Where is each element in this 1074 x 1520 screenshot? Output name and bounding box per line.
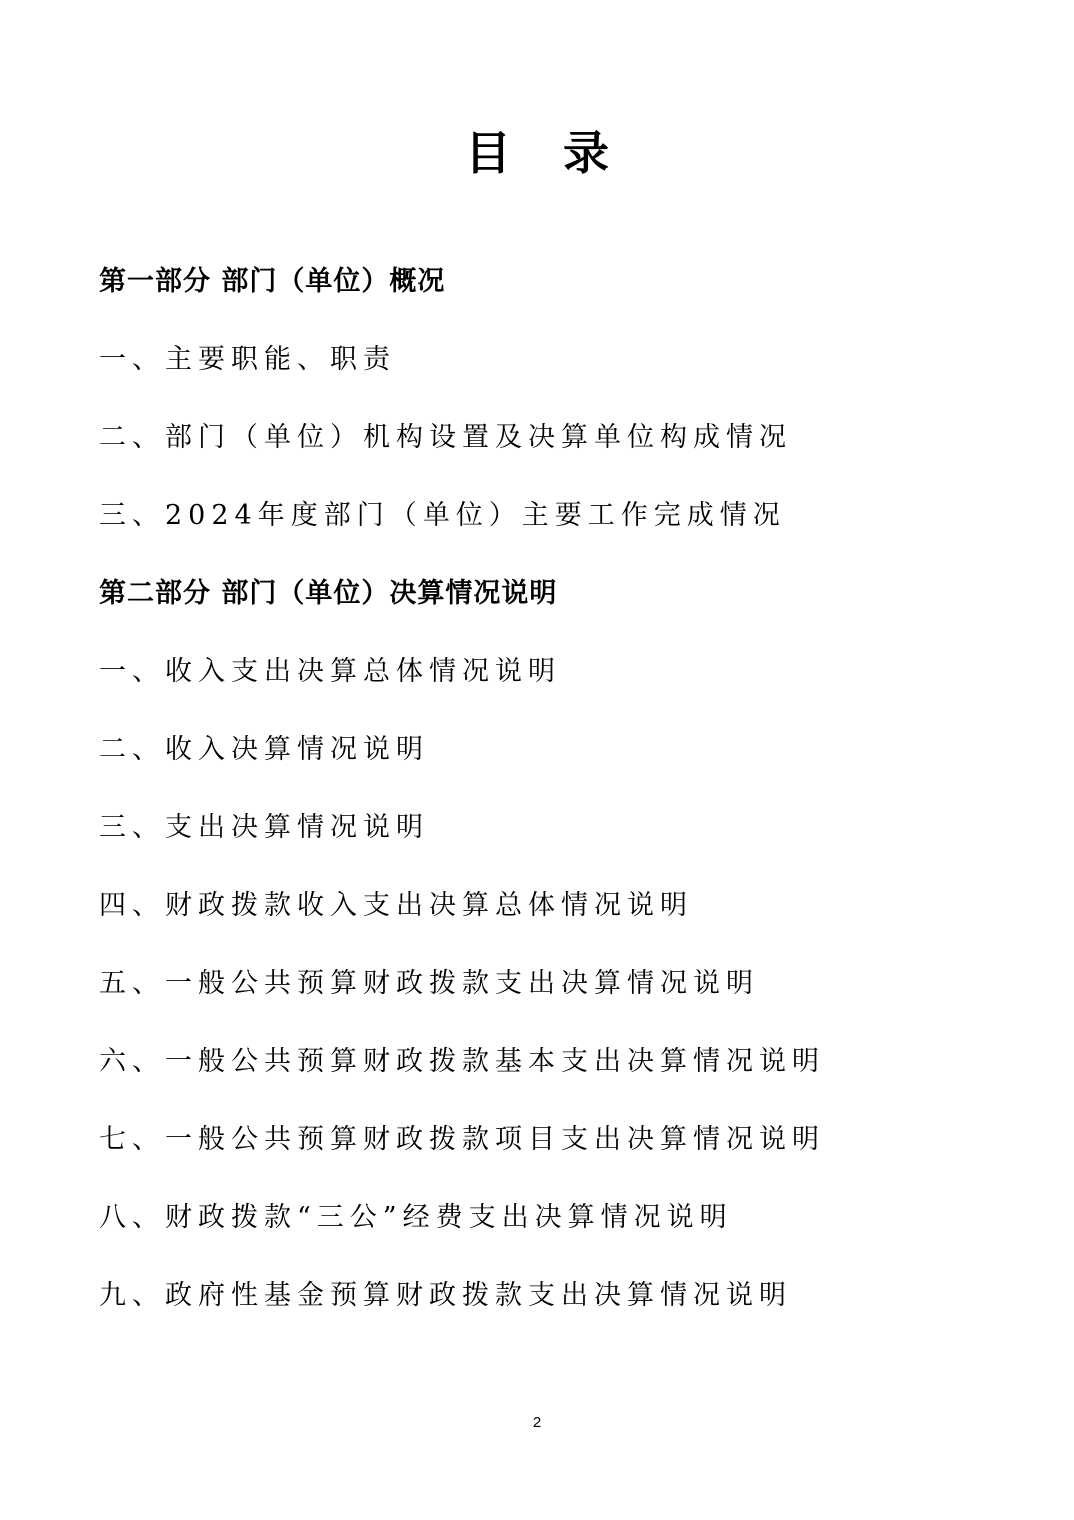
page-title: 目 录 xyxy=(464,126,627,180)
toc-item: 七、一般公共预算财政拨款项目支出决算情况说明 xyxy=(99,1124,825,1155)
toc-item: 八、财政拨款“三公”经费支出决算情况说明 xyxy=(99,1202,733,1233)
toc-item: 三、2024年度部门（单位）主要工作完成情况 xyxy=(99,500,786,531)
toc-item: 二、收入决算情况说明 xyxy=(99,734,429,765)
toc-item: 一、收入支出决算总体情况说明 xyxy=(99,656,561,687)
toc-item: 九、政府性基金预算财政拨款支出决算情况说明 xyxy=(99,1280,792,1311)
toc-item: 三、支出决算情况说明 xyxy=(99,812,429,843)
toc-item: 六、一般公共预算财政拨款基本支出决算情况说明 xyxy=(99,1046,825,1077)
toc-item: 二、部门（单位）机构设置及决算单位构成情况 xyxy=(99,422,792,453)
toc-item: 一、主要职能、职责 xyxy=(99,344,396,375)
toc-item: 四、财政拨款收入支出决算总体情况说明 xyxy=(99,890,693,921)
toc-part-2: 第二部分 部门（单位）决算情况说明 xyxy=(99,578,558,609)
page-number: 2 xyxy=(532,1414,542,1431)
toc-item: 五、一般公共预算财政拨款支出决算情况说明 xyxy=(99,968,759,999)
toc-part-1: 第一部分 部门（单位）概况 xyxy=(99,266,446,297)
table-of-contents xyxy=(99,252,999,1344)
